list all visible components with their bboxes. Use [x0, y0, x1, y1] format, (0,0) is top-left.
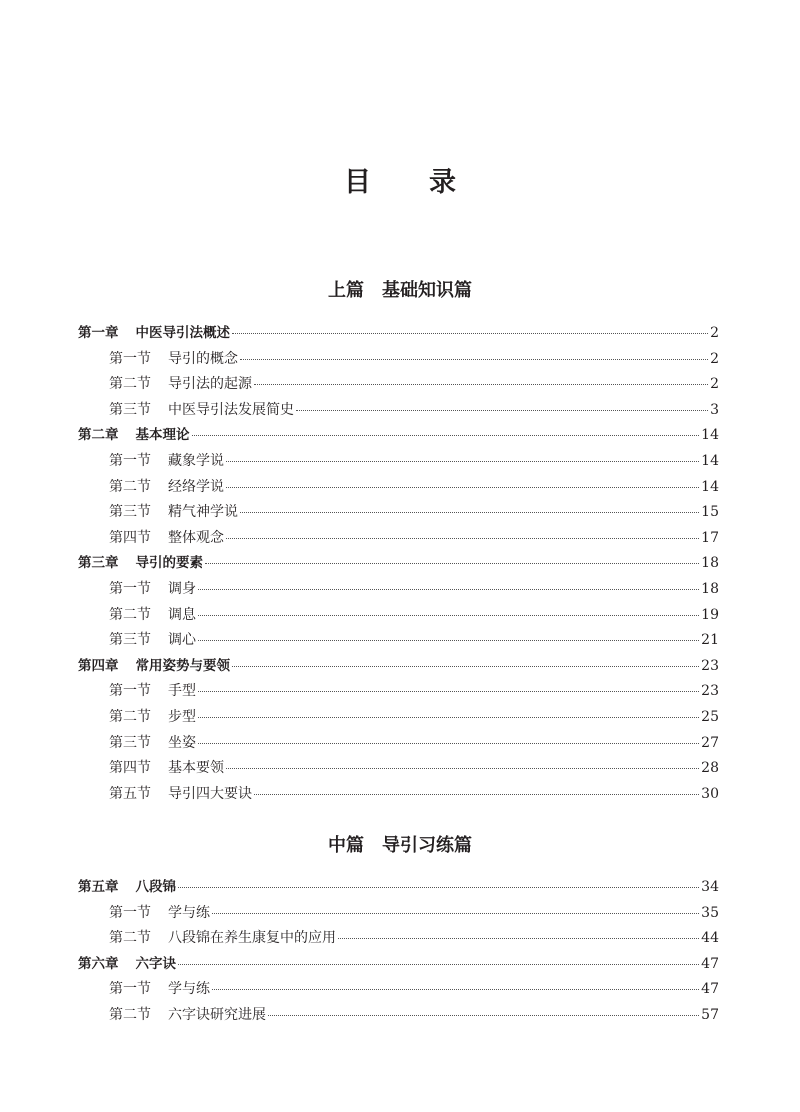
entry-label — [109, 372, 252, 398]
title-char-1: 目 — [344, 167, 371, 198]
dot-leader — [226, 538, 699, 539]
entry-number: 第一节 — [109, 580, 151, 597]
dot-leader — [205, 563, 699, 564]
entry-title: 藏象学说 — [168, 452, 224, 469]
entry-title: 导引的要素 — [135, 555, 203, 572]
toc-section-entry[interactable] — [78, 756, 719, 782]
entry-number: 第一节 — [109, 683, 151, 700]
entry-title: 坐姿 — [168, 734, 196, 751]
entry-label — [78, 423, 190, 449]
entry-number: 第二节 — [109, 606, 151, 623]
entry-title: 学与练 — [168, 981, 210, 998]
entry-label — [109, 926, 336, 952]
entry-number: 第二节 — [109, 708, 151, 725]
toc-section-entry[interactable] — [78, 577, 719, 603]
entry-title: 八段锦在养生康复中的应用 — [168, 930, 336, 947]
entry-title: 调息 — [168, 606, 196, 623]
toc-section-entry[interactable] — [78, 475, 719, 501]
toc-section-entry[interactable] — [78, 926, 719, 952]
page-number: 47 — [701, 981, 719, 998]
entry-title: 常用姿势与要领 — [135, 657, 230, 674]
entry-label — [109, 577, 196, 603]
page-number: 35 — [701, 904, 719, 921]
toc-section-entry[interactable] — [78, 782, 719, 808]
entry-number: 第一章 — [78, 325, 119, 341]
toc-section-entry[interactable] — [78, 1003, 719, 1029]
toc-chapter-entry[interactable] — [78, 654, 719, 680]
page-number: 23 — [701, 683, 719, 700]
page-number: 14 — [701, 478, 719, 495]
page-number: 19 — [701, 606, 719, 623]
page-number: 18 — [701, 555, 719, 572]
page-number: 2 — [710, 376, 719, 393]
entry-number: 第一节 — [109, 350, 151, 367]
entry-label — [78, 654, 230, 680]
dot-leader — [178, 964, 699, 965]
dot-leader — [226, 487, 699, 488]
page-number: 23 — [701, 657, 719, 674]
toc-list-part-1 — [78, 321, 719, 807]
page-number: 34 — [701, 879, 719, 895]
page-number: 17 — [701, 529, 719, 546]
entry-label — [109, 526, 224, 552]
entry-label — [109, 603, 196, 629]
toc-section-entry[interactable] — [78, 449, 719, 475]
entry-number: 第六章 — [78, 955, 119, 972]
entry-title: 中医导引法发展简史 — [168, 401, 294, 418]
entry-number: 第一节 — [109, 904, 151, 921]
part-label: 上篇 — [328, 280, 364, 301]
entry-number: 第二节 — [109, 478, 151, 495]
entry-label — [78, 551, 203, 577]
entry-number: 第一节 — [109, 981, 151, 998]
part-name: 导引习练篇 — [382, 835, 472, 856]
entry-title: 手型 — [168, 683, 196, 700]
dot-leader — [198, 640, 699, 641]
entry-title: 中医导引法概述 — [135, 325, 230, 341]
entry-number: 第三节 — [109, 734, 151, 751]
entry-number: 第三章 — [78, 555, 119, 572]
page-number: 21 — [701, 632, 719, 649]
entry-label — [109, 705, 196, 731]
entry-number: 第三节 — [109, 504, 151, 521]
part-label: 中篇 — [328, 835, 364, 856]
entry-title: 整体观念 — [168, 529, 224, 546]
entry-label — [109, 756, 224, 782]
page-number: 30 — [701, 785, 719, 802]
entry-number: 第四节 — [109, 529, 151, 546]
toc-section-entry[interactable] — [78, 398, 719, 424]
part-name: 基础知识篇 — [382, 280, 472, 301]
toc-section-entry[interactable] — [78, 347, 719, 373]
page-number: 18 — [701, 580, 719, 597]
page-number: 57 — [701, 1006, 719, 1023]
toc-section-entry[interactable] — [78, 705, 719, 731]
dot-leader — [254, 794, 699, 795]
entry-title: 基本要领 — [168, 760, 224, 777]
entry-number: 第三节 — [109, 401, 151, 418]
entry-label — [109, 500, 238, 526]
title-char-2: 录 — [429, 167, 456, 198]
entry-label — [109, 449, 224, 475]
entry-title: 经络学说 — [168, 478, 224, 495]
page-number: 25 — [701, 708, 719, 725]
dot-leader — [232, 666, 699, 667]
toc-section-entry[interactable] — [78, 628, 719, 654]
toc-section-entry[interactable] — [78, 526, 719, 552]
entry-label — [78, 321, 230, 347]
toc-chapter-entry[interactable] — [78, 321, 719, 347]
entry-label — [109, 782, 252, 808]
page-number: 2 — [710, 325, 719, 341]
page-number: 27 — [701, 734, 719, 751]
entry-title: 调心 — [168, 632, 196, 649]
dot-leader — [296, 410, 708, 411]
dot-leader — [198, 743, 699, 744]
entry-label — [109, 398, 294, 424]
entry-number: 第三节 — [109, 632, 151, 649]
entry-title: 调身 — [168, 580, 196, 597]
dot-leader — [198, 717, 699, 718]
dot-leader — [240, 512, 699, 513]
dot-leader — [212, 989, 699, 990]
page-number: 3 — [710, 401, 719, 418]
entry-label — [109, 731, 196, 757]
entry-label — [109, 628, 196, 654]
entry-number: 第四节 — [109, 760, 151, 777]
entry-title: 精气神学说 — [168, 504, 238, 521]
entry-label — [78, 875, 176, 901]
page-number: 15 — [701, 504, 719, 521]
page-number: 14 — [701, 452, 719, 469]
entry-label — [109, 1003, 266, 1029]
entry-number: 第二章 — [78, 427, 119, 444]
entry-title: 步型 — [168, 708, 196, 725]
entry-number: 第四章 — [78, 657, 119, 674]
page-number: 14 — [701, 427, 719, 444]
page-title — [0, 160, 800, 199]
entry-label — [109, 347, 238, 373]
dot-leader — [254, 384, 708, 385]
toc-chapter-entry[interactable] — [78, 875, 719, 901]
dot-leader — [240, 359, 708, 360]
dot-leader — [268, 1015, 699, 1016]
entry-title: 六字诀 — [135, 955, 176, 972]
toc-section-entry[interactable] — [78, 901, 719, 927]
entry-title: 六字诀研究进展 — [168, 1006, 266, 1023]
entry-title: 学与练 — [168, 904, 210, 921]
dot-leader — [198, 615, 699, 616]
toc-chapter-entry[interactable] — [78, 423, 719, 449]
entry-number: 第五章 — [78, 879, 119, 895]
page-number: 28 — [701, 760, 719, 777]
dot-leader — [338, 938, 699, 939]
dot-leader — [192, 435, 700, 436]
dot-leader — [226, 768, 699, 769]
toc-chapter-entry[interactable] — [78, 952, 719, 978]
entry-title: 导引法的起源 — [168, 376, 252, 393]
entry-label — [109, 679, 196, 705]
entry-label — [109, 475, 224, 501]
toc-chapter-entry[interactable] — [78, 551, 719, 577]
dot-leader — [198, 691, 699, 692]
dot-leader — [232, 333, 708, 334]
entry-label — [78, 952, 176, 978]
toc-section-entry[interactable] — [78, 679, 719, 705]
toc-section-entry[interactable] — [78, 603, 719, 629]
entry-number: 第五节 — [109, 785, 151, 802]
toc-section-entry[interactable] — [78, 500, 719, 526]
entry-title: 导引的概念 — [168, 350, 238, 367]
page-number: 47 — [701, 955, 719, 972]
entry-number: 第二节 — [109, 376, 151, 393]
page-number: 44 — [701, 930, 719, 947]
entry-title: 八段锦 — [135, 879, 176, 895]
entry-label — [109, 901, 210, 927]
part-heading-2 — [0, 831, 800, 857]
page-number: 2 — [710, 350, 719, 367]
dot-leader — [226, 461, 699, 462]
toc-section-entry[interactable] — [78, 977, 719, 1003]
dot-leader — [212, 913, 699, 914]
entry-label — [109, 977, 210, 1003]
entry-title: 导引四大要诀 — [168, 785, 252, 802]
dot-leader — [198, 589, 699, 590]
toc-section-entry[interactable] — [78, 372, 719, 398]
entry-number: 第二节 — [109, 1006, 151, 1023]
entry-number: 第二节 — [109, 930, 151, 947]
dot-leader — [178, 887, 699, 888]
entry-number: 第一节 — [109, 452, 151, 469]
entry-title: 基本理论 — [135, 427, 190, 444]
part-heading-1 — [0, 276, 800, 302]
toc-section-entry[interactable] — [78, 731, 719, 757]
toc-list-part-2 — [78, 875, 719, 1029]
